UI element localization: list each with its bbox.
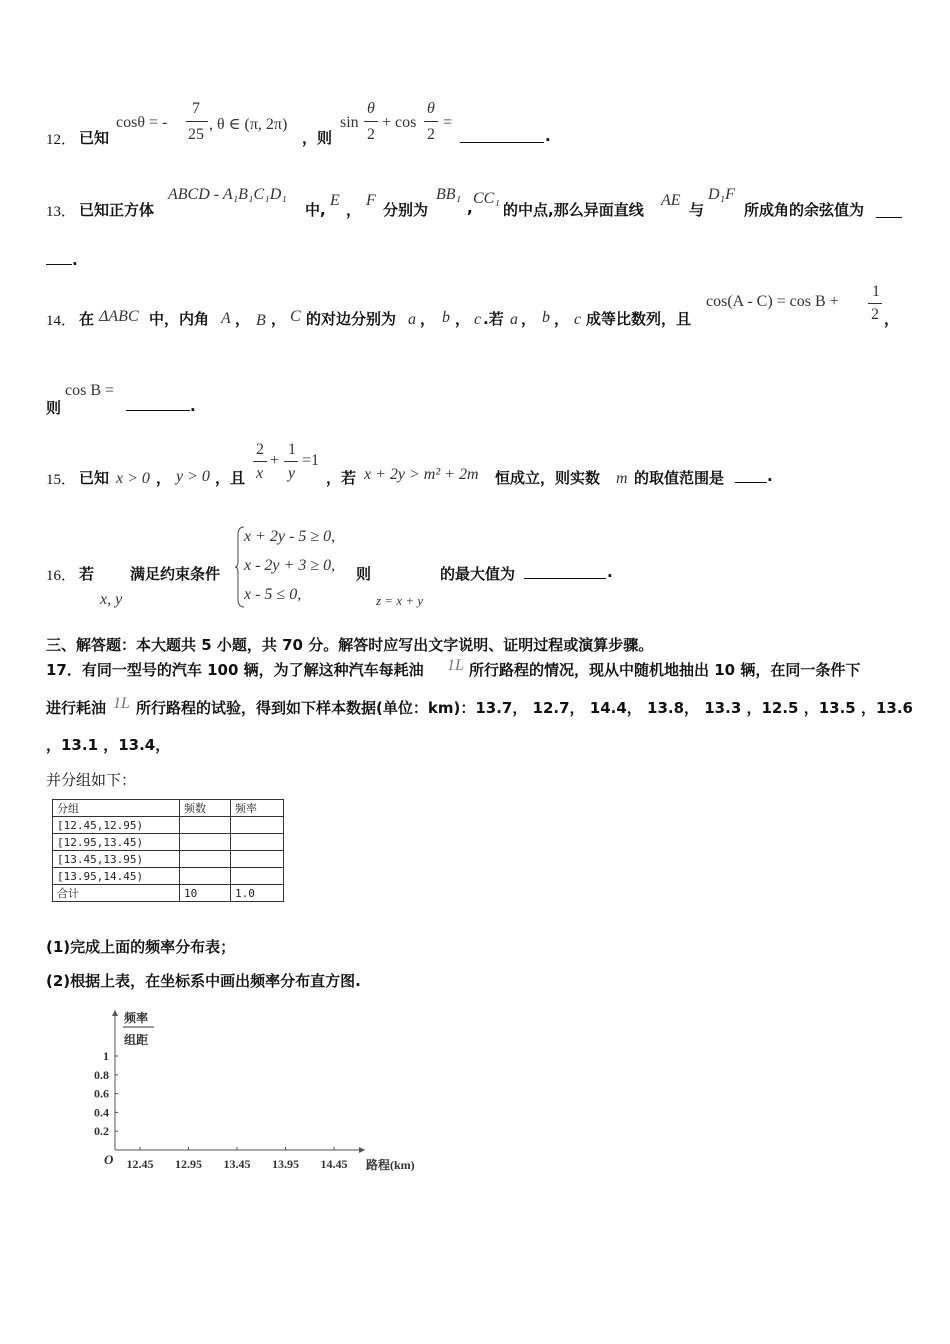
histogram-axes[interactable] [80, 1000, 440, 1185]
question-text: 与 [689, 201, 705, 219]
question-text: 已知正方体 [79, 201, 155, 219]
fraction-numerator: 1 [288, 441, 296, 458]
answer-blank[interactable] [126, 396, 190, 411]
question-text: 满足约束条件 [130, 565, 221, 583]
q17-line2b: 所行路程的试验，得到如下样本数据(单位：km)：13.7， 12.7， 14.4， 13.8， 13.3 ，12.5 ，13.5 ，13.6 [136, 699, 913, 717]
math-c: c [474, 311, 482, 328]
q17-line1b: 所行路程的情况，现从中随机地抽出 10 辆，在同一条件下 [469, 661, 861, 679]
table-header: 频率 [231, 800, 284, 817]
fraction-numerator: θ [427, 100, 435, 117]
fraction-denominator: 2 [367, 126, 375, 143]
fraction-bar [424, 121, 438, 122]
question-text: ， [455, 310, 471, 328]
table-row [53, 885, 284, 902]
math-cube: ABCD - A₁B₁C₁D₁ [168, 186, 287, 203]
fraction-numerator: θ [367, 100, 375, 117]
fraction-bar [186, 121, 208, 122]
math-plus: + [270, 452, 280, 469]
x-axis-label: 路程(km) [366, 1158, 415, 1172]
math-condition: cos(A - C) = cos B + [706, 293, 839, 310]
question-text: 若 [79, 565, 95, 583]
fraction-bar [364, 121, 378, 122]
question-text: , [467, 199, 473, 217]
table-cell [231, 834, 284, 851]
question-text: ，则 [302, 129, 333, 147]
y-tick-label: 0.4 [94, 1105, 109, 1120]
fraction-denominator: y [288, 465, 296, 482]
fraction-numerator: 1 [872, 283, 880, 300]
answer-blank-cont[interactable] [46, 250, 72, 265]
constraint-1: x + 2y - 5 ≥ 0, [244, 528, 336, 545]
math-sin: sin [340, 114, 359, 131]
y-label-bottom: 组距 [124, 1033, 149, 1047]
fraction-denominator: 2 [871, 306, 879, 323]
question-text: 已知 [79, 469, 110, 487]
q17-line2a: 进行耗油 [46, 699, 107, 717]
frequency-table [52, 799, 284, 902]
table-cell: 10 [180, 885, 231, 902]
answer-blank[interactable] [735, 468, 767, 483]
question-text: 成等比数列，且 [586, 310, 692, 328]
table-cell [180, 834, 231, 851]
table-cell [180, 868, 231, 885]
question-text: 的对边分别为 [306, 310, 397, 328]
table-cell: [12.95,13.45) [53, 834, 180, 851]
origin-label: O [104, 1152, 114, 1167]
question-number: 16． [46, 568, 77, 584]
math-x-positive: x > 0 [116, 470, 150, 487]
unit-liter: 1L [447, 657, 464, 674]
x-tick-label: 14.45 [320, 1157, 348, 1171]
fraction-bar [284, 461, 298, 462]
table-cell [231, 817, 284, 834]
math-inequality: x + 2y > m² + 2m [364, 466, 479, 483]
math-m: m [616, 470, 628, 487]
table-header: 分组 [53, 800, 180, 817]
math-b: b [542, 309, 550, 326]
math-c: c [574, 311, 582, 328]
q17-part2: (2)根据上表，在坐标系中画出频率分布直方图. [46, 972, 361, 990]
q17-part1: (1)完成上面的频率分布表； [46, 938, 236, 956]
table-cell: [13.95,14.45) [53, 868, 180, 885]
period: . [190, 397, 196, 415]
y-tick-label: 1 [103, 1049, 109, 1063]
question-number: 14． [46, 313, 77, 329]
fraction-denominator: x [256, 465, 264, 482]
table-row [53, 868, 284, 885]
question-text: .若 [483, 310, 504, 328]
math-e: E [330, 192, 340, 209]
constraint-2: x - 2y + 3 ≥ 0, [244, 557, 336, 574]
fraction-bar [868, 303, 882, 304]
period: . [767, 467, 773, 485]
question-text: ， [521, 310, 537, 328]
question-text: 的中点,那么异面直线 [503, 201, 644, 219]
question-text: ， [235, 310, 251, 328]
unit-liter: 1L [113, 695, 130, 712]
y-tick-label: 0.8 [94, 1067, 109, 1082]
table-cell [180, 851, 231, 868]
math-c-angle: C [290, 308, 301, 325]
question-text: 则 [356, 565, 372, 583]
math-d1f: D₁F [708, 186, 735, 203]
question-text: ， [271, 310, 287, 328]
question-text: 所成角的余弦值为 [744, 201, 865, 219]
q17-line1a: 17．有同一型号的汽车 100 辆，为了解这种汽车每耗油 [46, 661, 424, 679]
question-number: 13． [46, 204, 77, 220]
math-cos-b: cos B = [65, 382, 115, 399]
question-text: 的取值范围是 [634, 469, 725, 487]
math-triangle: ΔABC [99, 308, 139, 325]
math-equals: = [443, 114, 453, 131]
table-header-row [53, 800, 284, 817]
fraction-bar [253, 461, 267, 462]
period: . [72, 251, 78, 269]
math-range: , θ ∈ (π, 2π) [209, 116, 288, 133]
question-text: 在 [79, 310, 95, 328]
question-text: ，若 [326, 469, 357, 487]
question-text: ， [554, 310, 570, 328]
section-header: 三、解答题：本大题共 5 小题，共 70 分。解答时应写出文字说明、证明过程或演算步骤。 [46, 636, 654, 654]
table-cell: [13.45,13.95) [53, 851, 180, 868]
question-text: ， [420, 310, 436, 328]
y-label-top: 频率 [124, 1011, 149, 1025]
math-a: a [510, 311, 518, 328]
period: . [545, 127, 551, 145]
x-tick-label: 12.45 [126, 1157, 154, 1171]
question-number: 15． [46, 472, 77, 488]
question-text: 恒成立，则实数 [495, 469, 601, 487]
math-cos-theta: cosθ = - [116, 114, 168, 131]
question-text: 中，内角 [149, 310, 210, 328]
q17-group-text: 并分组如下： [46, 771, 137, 789]
table-cell: 1.0 [231, 885, 284, 902]
question-text: ， [156, 469, 172, 487]
x-tick-label: 13.45 [223, 1157, 251, 1171]
table-cell: [12.45,12.95) [53, 817, 180, 834]
math-b: b [442, 309, 450, 326]
math-bb1: BB₁ [436, 186, 462, 203]
question-text: 的最大值为 [440, 565, 516, 583]
table-cell: 合计 [53, 885, 180, 902]
x-tick-label: 12.95 [175, 1157, 202, 1171]
question-text: 分别为 [383, 201, 429, 219]
question-number: 12． [46, 132, 77, 148]
math-objective: z = x + y [376, 593, 424, 608]
question-text: ， [884, 310, 900, 328]
fraction-numerator: 2 [256, 441, 264, 458]
math-y-positive: y > 0 [176, 468, 210, 485]
question-text: 中, [305, 201, 326, 219]
question-text: ， [346, 201, 362, 219]
math-plus-cos: + cos [382, 114, 417, 131]
table-cell [231, 851, 284, 868]
table-row [53, 817, 284, 834]
constraint-3: x - 5 ≤ 0, [244, 586, 302, 603]
table-row [53, 851, 284, 868]
math-cc1: CC₁ [473, 190, 500, 207]
math-equals-one: =1 [302, 452, 320, 469]
math-a: a [408, 311, 416, 328]
math-f: F [366, 192, 376, 209]
question-text: 已知 [79, 129, 110, 147]
math-xy: x, y [100, 591, 123, 608]
math-ae: AE [661, 192, 681, 209]
y-tick-label: 0.2 [94, 1124, 109, 1139]
answer-blank[interactable] [460, 128, 544, 143]
table-cell [231, 868, 284, 885]
answer-blank[interactable] [524, 564, 606, 579]
fraction-denominator: 2 [427, 126, 435, 143]
table-header: 频数 [180, 800, 231, 817]
fraction-denominator: 25 [188, 126, 204, 143]
math-a-angle: A [221, 310, 231, 327]
y-tick-label: 0.6 [94, 1086, 109, 1101]
q17-line3: ，13.1 ，13.4， [46, 736, 171, 754]
x-tick-label: 13.95 [272, 1157, 299, 1171]
question-text: 则 [46, 399, 62, 417]
answer-blank[interactable] [876, 203, 902, 218]
question-text: ，且 [215, 469, 246, 487]
table-cell [180, 817, 231, 834]
math-b-angle: B [256, 312, 266, 329]
table-row [53, 834, 284, 851]
fraction-numerator: 7 [192, 100, 200, 117]
period: . [607, 563, 613, 581]
